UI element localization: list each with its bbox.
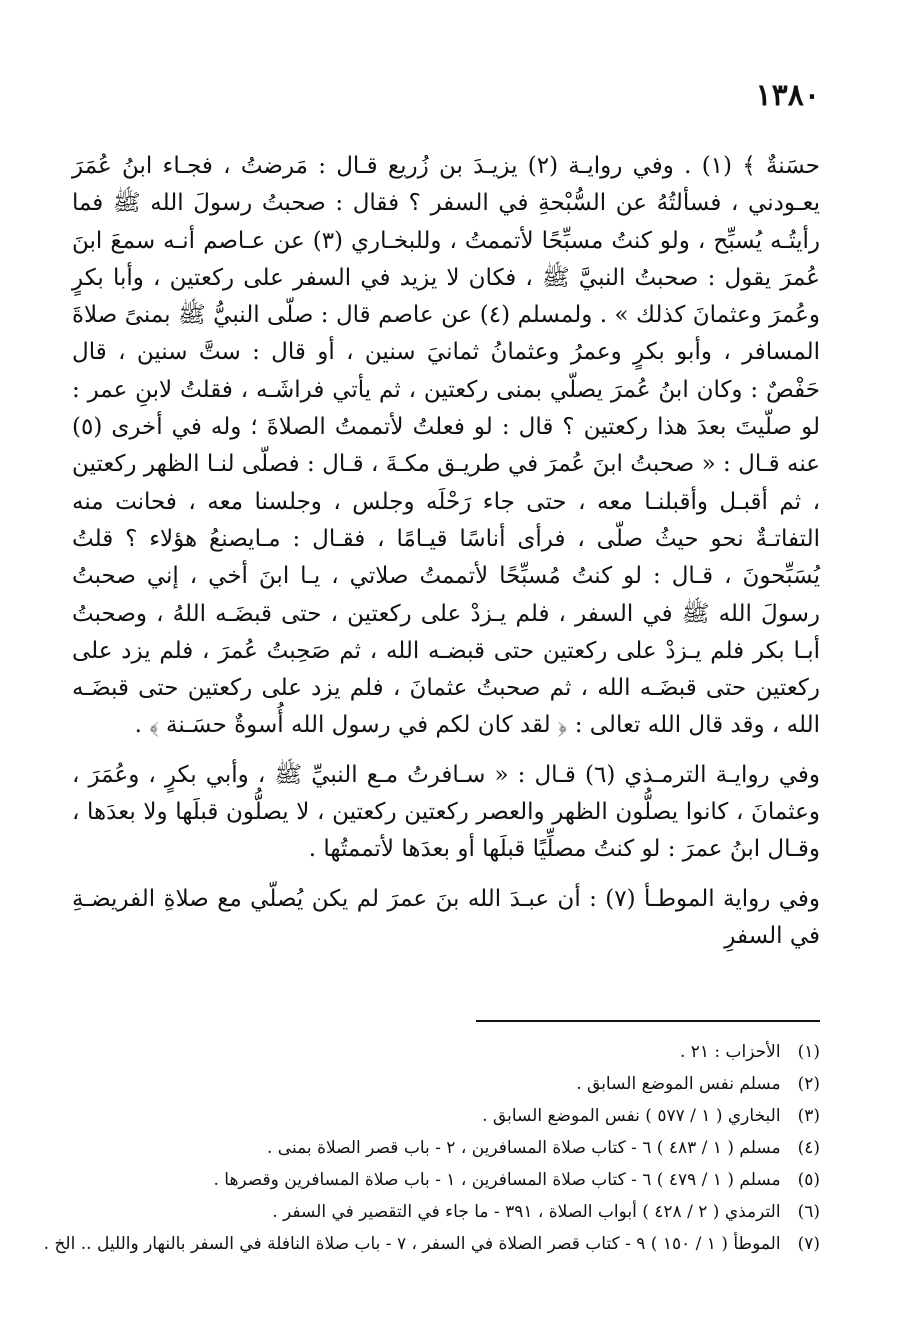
page-number: ١٣٨٠ [755,78,820,113]
footnote-number: (٢) [797,1074,820,1094]
paragraph-1: حسَنةٌ ﴾ (١) . وفي روايـة (٢) يزيـدَ بن زُريع قـال : مَرضتُ ، فجـاء ابنُ عُمَرَ يعـودني ، فسألتُهُ عن السُّبْحةِ في السفر ؟ فقال : صحبتُ رسولَ الله ﷺ فما رأيتُـه يُسبِّح ، ولو كنتُ مسبِّحًا لأتممتُ ، وللبخـاري (٣) عن عـاصم أنـه سمعَ ابنَ عُمرَ يقول : صحبتُ النبيَّ ﷺ ، فكان لا يزيد في السفر على ركعتين ، وأبا بكرٍ وعُمرَ وعثمانَ كذلك » . ولمسلم (٤) عن عاصم قال : صلّى النبيُّ ﷺ بمنىً صلاةَ المسافر ، وأبو بكرٍ وعمرُ وعثمانُ ثمانيَ سنين ، أو قال : ستَّ سنين ، قال حَفْصٌ : وكان ابنُ عُمرَ يصلّي بمنى ركعتين ، ثم يأتي فراشَـه ، فقلتُ لابنِ عمر : لو صلّيتَ بعدَ هذا ركعتين ؟ قال : لو فعلتُ لأتممتُ الصلاةَ ؛ وله في أخرى (٥) عنه قـال : « صحبتُ ابنَ عُمرَ في طريـق مكـةَ ، قـال : فصلّى لنـا الظهر ركعتين ، ثم أقبـل وأقبلنـا معه ، حتى جاء رَحْلَه وجلس ، وجلسنا معه ، فحانت منه التفاتـةٌ نحو حيثُ صلّى ، فرأى أناسًا قيـامًا ، فقـال : مـايصنعُ هؤلاء ؟ قلتُ يُسَبِّحونَ ، قـال : لو كنتُ مُسبِّحًا لأتممتُ صلاتي ، يـا ابنَ أخي ، إني صحبتُ رسولَ الله ﷺ في السفر ، فلم يـزدْ على ركعتين ، حتى قبضَـه اللهُ ، وصحبتُ أبـا بكر فلم يـزدْ على ركعتين حتى قبضـه الله ، ثم صَحِبتُ عُمرَ ، فلم يزد على ركعتين حتى قبضَـه الله ، ثم صحبتُ عثمانَ ، فلم يزد على ركعتين حتى قبضَـه الله ، وقد قال الله تعالى : ﴿ لقد كان لكم في رسول الله أُسوةٌ حسَـنة ﴾ . [72,153,821,739]
footnote-text: مسلم نفس الموضع السابق . [576,1074,781,1094]
footnote-text: البخاري ( ١ / ٥٧٧ ) نفس الموضع السابق . [482,1106,781,1126]
footnote-number: (٥) [797,1170,820,1190]
footnote-7 [43,1228,820,1260]
footnote-4 [110,1132,820,1164]
footnote-3 [110,1100,820,1132]
footnote-number: (٣) [797,1106,820,1126]
footnote-1 [110,1036,820,1068]
footnotes [43,1036,820,1260]
footnote-6 [110,1196,820,1228]
footnote-separator [476,1020,820,1022]
footnote-2 [110,1068,820,1100]
main-text [72,148,820,955]
footnote-5 [110,1164,820,1196]
footnote-number: (٧) [797,1234,820,1254]
footnote-text: الموطأ ( ١ / ١٥٠ ) ٩ - كتاب قصر الصلاة في السفر ، ٧ - باب صلاة النافلة في السفر بالنهار والليل .. الخ . [43,1234,781,1254]
footnote-number: (٤) [797,1138,820,1158]
footnote-text: مسلم ( ١ / ٤٨٣ ) ٦ - كتاب صلاة المسافرين ، ٢ - باب قصر الصلاة بمنى . [267,1138,781,1158]
footnote-text: الأحزاب : ٢١ . [679,1042,781,1062]
paragraph-3: وفي رواية الموطـأ (٧) : أن عبـدَ الله بنَ عمرَ لم يكن يُصلّي مع صلاةِ الفريضـةِ في السفرِ [72,885,820,949]
footnote-text: مسلم ( ١ / ٤٧٩ ) ٦ - كتاب صلاة المسافرين ، ١ - باب صلاة المسافرين وقصرها . [213,1170,781,1190]
paragraph-2: وفي روايـة الترمـذي (٦) قـال : « سـافرتُ مـع النبيِّ ﷺ ، وأبي بكرٍ ، وعُمَرَ ، وعثمانَ ، كانوا يصلُّون الظهر والعصر ركعتين ركعتين ، لا يصلُّون قبلَها ولا بعدَها ، وقـال ابنُ عمرَ : لو كنتُ مصلِّيًا قبلَها أو بعدَها لأتممتُها . [72,761,820,863]
footnote-text: الترمذي ( ٢ / ٤٢٨ ) أبواب الصلاة ، ٣٩١ - ما جاء في التقصير في السفر . [272,1202,781,1222]
footnote-number: (١) [797,1042,820,1062]
footnote-number: (٦) [797,1202,820,1222]
